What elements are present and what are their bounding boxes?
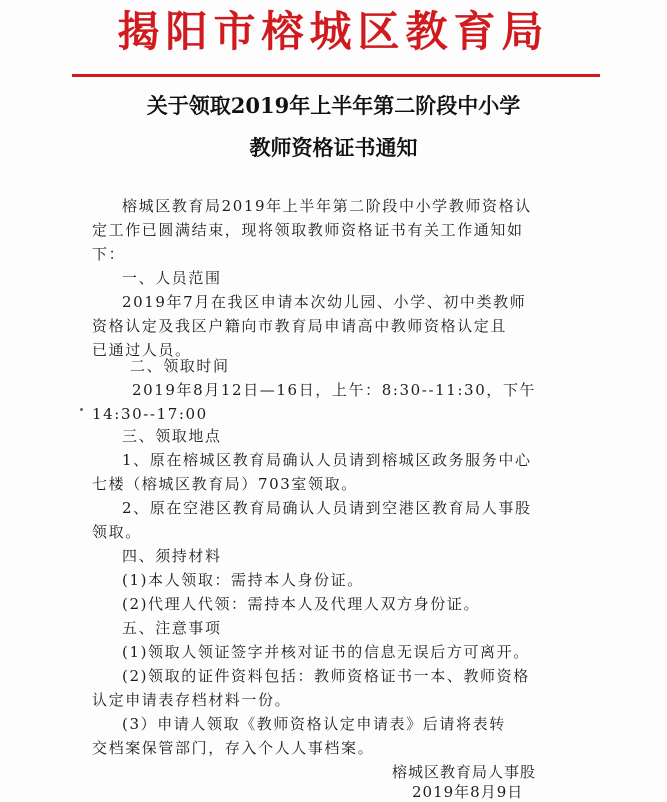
section-heading: 一、人员范围: [122, 269, 222, 287]
body-line: 2019年7月在我区申请本次幼儿园、小学、初中类教师: [122, 293, 527, 311]
body-line: (1)本人领取：需持本人身份证。: [122, 571, 364, 589]
body-line: (2)代理人代领：需持本人及代理人双方身份证。: [122, 595, 481, 613]
letterhead: 揭阳市榕城区教育局: [117, 7, 550, 56]
body-line: 领取。: [92, 523, 142, 541]
body-line: 资格认定及我区户籍向市教育局申请高中教师资格认定且: [92, 317, 508, 335]
doc-title-line-2: 教师资格证书通知: [249, 135, 418, 160]
body-line: (1)领取人领证签字并核对证书的信息无误后方可离开。: [122, 643, 530, 661]
body-line: (3）申请人领取《教师资格认定申请表》后请将表转: [122, 715, 506, 733]
section-heading: 五、注意事项: [122, 619, 222, 637]
signature-date: 2019年8月9日: [412, 783, 524, 801]
body-line: 七楼（榕城区教育局）703室领取。: [92, 475, 358, 493]
letterhead-red-rule: [72, 74, 600, 77]
body-line: 交档案保管部门，存入个人人事档案。: [92, 739, 375, 757]
body-line: 1、原在榕城区教育局确认人员请到榕城区政务服务中心: [122, 451, 532, 469]
body-line: 榕城区教育局2019年上半年第二阶段中小学教师资格认: [122, 197, 532, 215]
body-line: 2、原在空港区教育局确认人员请到空港区教育局人事股: [122, 499, 532, 517]
body-line: (2)领取的证件资料包括：教师资格证书一本、教师资格: [122, 667, 530, 685]
body-line: 14:30--17:00: [92, 405, 208, 423]
body-line: 认定申请表存档材料一份。: [92, 691, 292, 709]
section-heading: 三、领取地点: [122, 427, 222, 445]
section-heading: 二、领取时间: [130, 357, 230, 375]
section-heading: 四、须持材料: [122, 547, 222, 565]
doc-title-line-1: 关于领取2019年上半年第二阶段中小学: [146, 93, 521, 118]
body-line: 定工作已圆满结束，现将领取教师资格证书有关工作通知如: [92, 221, 524, 239]
signature-org: 榕城区教育局人事股: [392, 763, 537, 781]
scan-speck: [80, 408, 83, 411]
body-line: 已通过人员。: [92, 341, 192, 359]
body-line: 2019年8月12日—16日，上午：8:30--11:30，下午: [132, 381, 537, 399]
body-line: 下：: [92, 245, 126, 263]
